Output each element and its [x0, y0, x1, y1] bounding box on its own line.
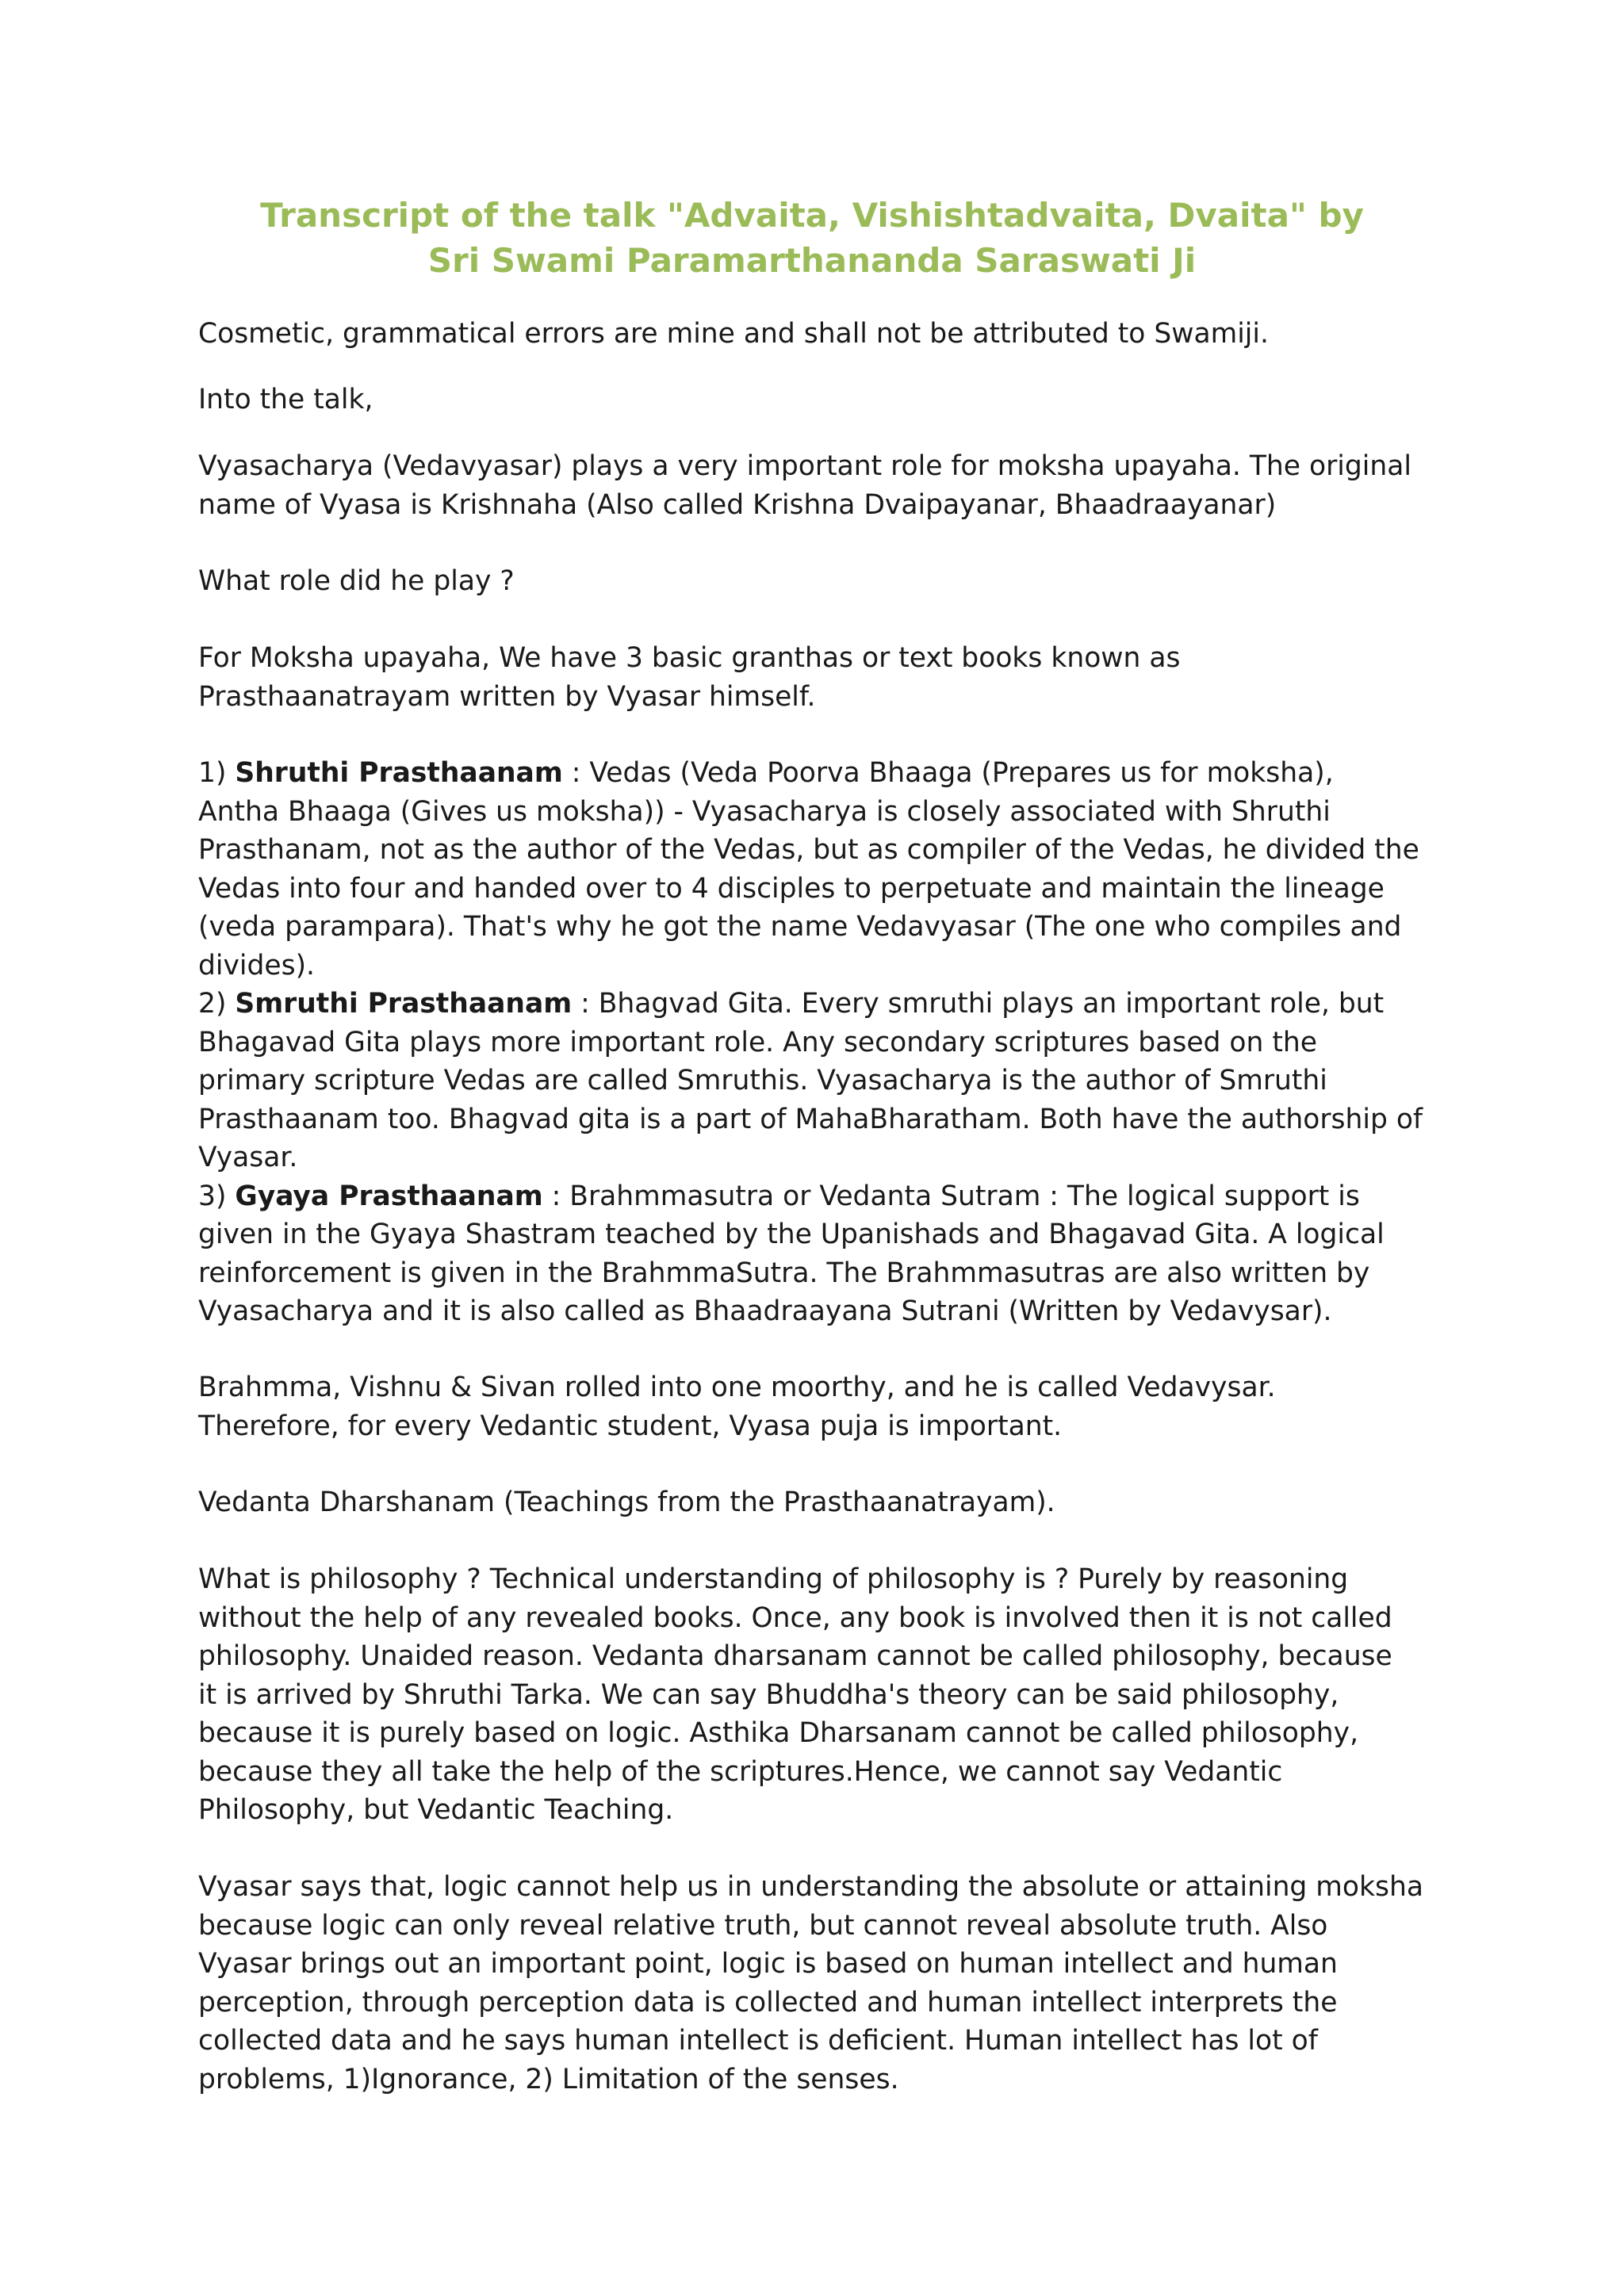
question-text: What role did he play ?	[198, 565, 515, 597]
list-item-2-first: : Bhagvad Gita. Every smruthi plays an important role, but	[572, 988, 1385, 1020]
paragraph-dharshanam	[198, 1483, 1451, 1522]
paragraph-line: name of Vyasa is Krishnaha (Also called Krishna Dvaipayanar, Bhaadraayanar)	[198, 488, 1277, 521]
paragraph-vyasacharya	[198, 447, 1451, 524]
paragraph-line: philosophy. Unaided reason. Vedanta dharsanam cannot be called philosophy, because	[198, 1640, 1392, 1672]
document-title	[0, 193, 1624, 283]
paragraph-line: because they all take the help of the scriptures.Hence, we cannot say Vedantic	[198, 1755, 1283, 1788]
paragraph-line: Vedanta Dharshanam (Teachings from the Prasthaanatrayam).	[198, 1487, 1055, 1518]
prasthaanam-list	[198, 754, 1451, 1331]
paragraph-line: Vyasar brings out an important point, logic is based on human intellect and human	[198, 1948, 1338, 1980]
list-item-1-heading: Shruthi Prasthaanam	[235, 757, 563, 789]
list-item-2-first-line	[198, 985, 1451, 1024]
intro	[198, 381, 1451, 419]
paragraph-line: it is arrived by Shruthi Tarka. We can say Bhuddha's theory can be said philosophy,	[198, 1678, 1339, 1711]
paragraph-line: collected data and he says human intellect is deficient. Human intellect has lot of	[198, 2025, 1318, 2057]
paragraph-vedavysar	[198, 1368, 1451, 1445]
question	[198, 562, 1451, 601]
disclaimer	[198, 315, 1451, 354]
paragraph-logic	[198, 1868, 1451, 2099]
list-item-2-heading: Smruthi Prasthaanam	[235, 988, 573, 1020]
list-item-3-heading: Gyaya Prasthaanam	[235, 1180, 543, 1212]
paragraph-line: Prasthaanatrayam written by Vyasar himself.	[198, 680, 816, 713]
list-item-line: Vedas into four and handed over to 4 disciples to perpetuate and maintain the lineage	[198, 872, 1385, 905]
list-item-line: Vyasacharya and it is also called as Bhaadraayana Sutrani (Written by Vedavysar).	[198, 1295, 1332, 1327]
title-line-1: Transcript of the talk "Advaita, Vishishtadvaita, Dvaita" by	[260, 196, 1364, 235]
list-item-line: Antha Bhaaga (Gives us moksha)) - Vyasacharya is closely associated with Shruthi	[198, 795, 1331, 828]
paragraph-line: Philosophy, but Vedantic Teaching.	[198, 1794, 674, 1826]
paragraph-line: perception, through perception data is collected and human intellect interprets the	[198, 1986, 1338, 2019]
paragraph-line: What is philosophy ? Technical understanding of philosophy is ? Purely by reasoning	[198, 1563, 1349, 1595]
paragraph-line: For Moksha upayaha, We have 3 basic granthas or text books known as	[198, 642, 1181, 674]
disclaimer-text: Cosmetic, grammatical errors are mine and shall not be attributed to Swamiji.	[198, 318, 1269, 350]
list-item-2-number: 2)	[198, 988, 236, 1020]
paragraph-granthas	[198, 639, 1451, 716]
list-item-1-first-line	[198, 754, 1451, 793]
list-item-line: (veda parampara). That's why he got the name Vedavyasar (The one who compiles and	[198, 911, 1402, 943]
list-item-1-first: : Vedas (Veda Poorva Bhaaga (Prepares us for moksha),	[562, 757, 1334, 789]
list-item-line: Bhagavad Gita plays more important role. Any secondary scriptures based on the	[198, 1026, 1317, 1058]
paragraph-line: problems, 1)Ignorance, 2) Limitation of the senses.	[198, 2063, 899, 2095]
paragraph-philosophy	[198, 1560, 1451, 1830]
list-item-1-number: 1)	[198, 757, 236, 789]
paragraph-line: Brahmma, Vishnu & Sivan rolled into one moorthy, and he is called Vedavysar.	[198, 1372, 1276, 1403]
paragraph-line: Therefore, for every Vedantic student, Vyasa puja is important.	[198, 1410, 1063, 1442]
intro-text: Into the talk,	[198, 384, 373, 415]
list-item-line: reinforcement is given in the BrahmmaSutra. The Brahmmasutras are also written by	[198, 1257, 1370, 1289]
paragraph-line: because it is purely based on logic. Asthika Dharsanam cannot be called philosophy,	[198, 1717, 1359, 1749]
list-item-3-first-line	[198, 1177, 1451, 1216]
list-item-line: Prasthaanam too. Bhagvad gita is a part of MahaBharatham. Both have the authorship of	[198, 1103, 1423, 1135]
paragraph-line: because logic can only reveal relative truth, but cannot reveal absolute truth. Also	[198, 1909, 1328, 1942]
list-item-line: divides).	[198, 949, 316, 982]
list-item-3-number: 3)	[198, 1180, 236, 1212]
list-item-line: primary scripture Vedas are called Smruthis. Vyasacharya is the author of Smruthi	[198, 1065, 1327, 1096]
list-item-3-first: : Brahmmasutra or Vedanta Sutram : The logical support is	[542, 1180, 1360, 1212]
paragraph-line: Vyasacharya (Vedavyasar) plays a very important role for moksha upayaha. The original	[198, 450, 1411, 482]
list-item-line: given in the Gyaya Shastram teached by the Upanishads and Bhagavad Gita. A logical	[198, 1219, 1385, 1250]
title-line-2: Sri Swami Paramarthananda Saraswati Ji	[427, 241, 1197, 280]
list-item-line: Prasthanam, not as the author of the Vedas, but as compiler of the Vedas, he divided the	[198, 834, 1419, 866]
list-item-line: Vyasar.	[198, 1142, 298, 1173]
paragraph-line: Vyasar says that, logic cannot help us in understanding the absolute or attaining moksha	[198, 1871, 1423, 1903]
paragraph-line: without the help of any revealed books. Once, any book is involved then it is not called	[198, 1601, 1392, 1634]
